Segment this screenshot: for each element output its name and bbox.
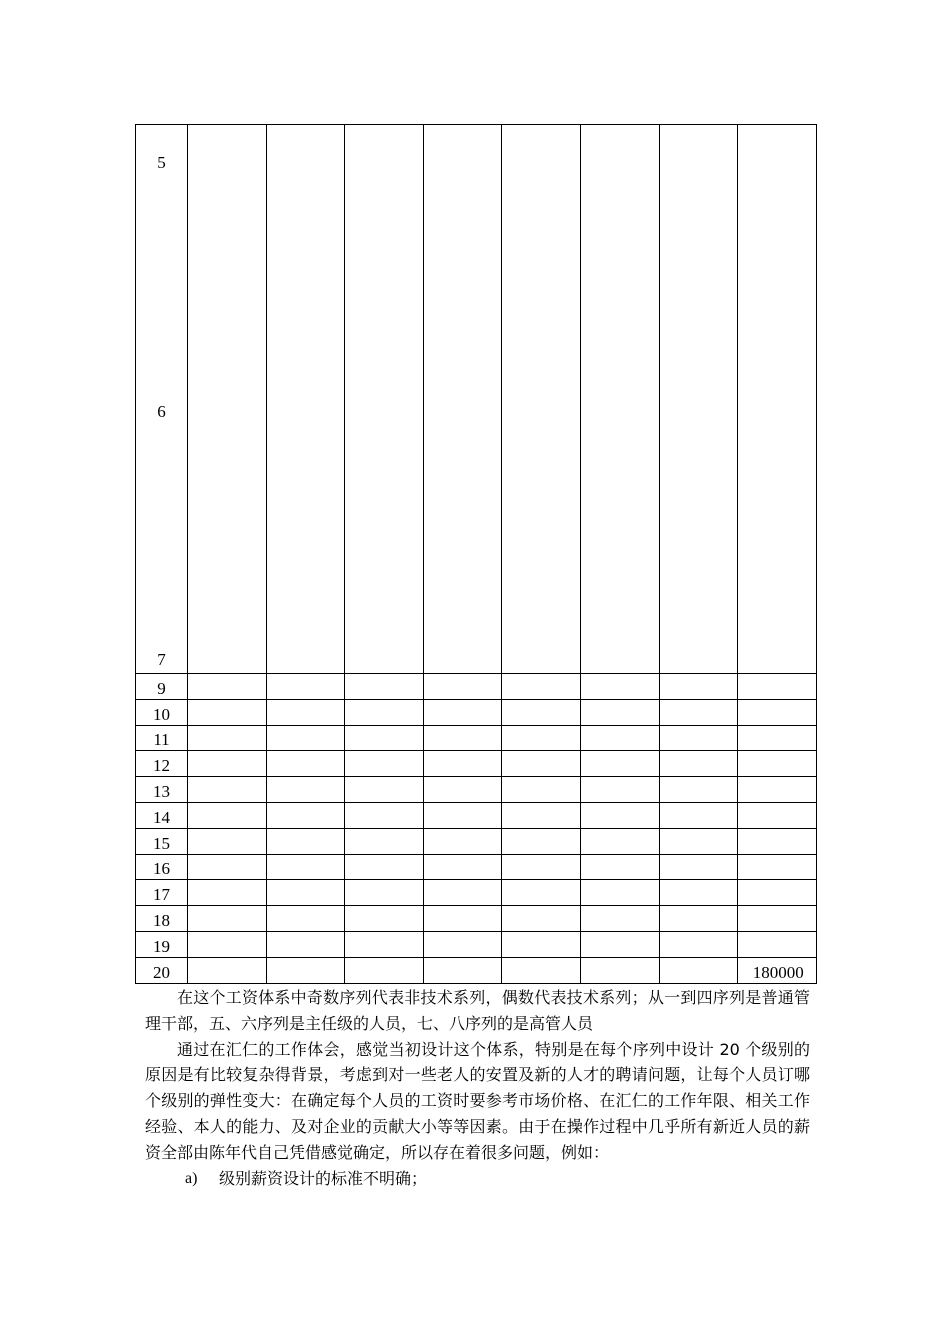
table-cell bbox=[266, 854, 345, 880]
table-cell bbox=[188, 751, 267, 777]
table-cell bbox=[580, 957, 659, 983]
table-cell bbox=[345, 674, 424, 700]
table-cell bbox=[738, 880, 817, 906]
table-cell bbox=[188, 699, 267, 725]
body-text bbox=[145, 985, 810, 1191]
table-row bbox=[136, 828, 817, 854]
table-cell bbox=[188, 828, 267, 854]
level-cell: 15 bbox=[136, 828, 188, 854]
table-row bbox=[136, 802, 817, 828]
table-cell bbox=[738, 725, 817, 751]
table-cell bbox=[188, 125, 267, 674]
table-cell bbox=[659, 906, 738, 932]
table-cell bbox=[502, 854, 581, 880]
table-cell bbox=[502, 906, 581, 932]
list-marker: a) bbox=[185, 1169, 198, 1187]
table-row bbox=[136, 880, 817, 906]
table-row-tall bbox=[136, 125, 817, 674]
level-cell: 16 bbox=[136, 854, 188, 880]
level-cell: 14 bbox=[136, 802, 188, 828]
table-cell bbox=[423, 751, 502, 777]
table-row bbox=[136, 906, 817, 932]
table-cell: 180000 bbox=[738, 957, 817, 983]
table-cell bbox=[188, 777, 267, 803]
table-cell bbox=[502, 699, 581, 725]
table-row bbox=[136, 751, 817, 777]
table-row bbox=[136, 957, 817, 983]
table-cell bbox=[188, 854, 267, 880]
table-cell bbox=[738, 828, 817, 854]
list-item-text: 级别薪资设计的标准不明确； bbox=[219, 1168, 428, 1188]
table-cell bbox=[345, 751, 424, 777]
table-cell bbox=[345, 725, 424, 751]
table-row bbox=[136, 674, 817, 700]
table-cell bbox=[188, 802, 267, 828]
table-cell bbox=[580, 906, 659, 932]
table-cell bbox=[188, 674, 267, 700]
table-cell bbox=[423, 880, 502, 906]
table-row bbox=[136, 699, 817, 725]
level-cell-tall bbox=[136, 125, 188, 674]
level-cell: 11 bbox=[136, 725, 188, 751]
table-cell bbox=[188, 957, 267, 983]
table-cell bbox=[502, 957, 581, 983]
table-row bbox=[136, 777, 817, 803]
table-cell bbox=[345, 854, 424, 880]
level-cell: 19 bbox=[136, 931, 188, 957]
level-cell: 17 bbox=[136, 880, 188, 906]
table-cell bbox=[345, 880, 424, 906]
table-cell bbox=[659, 854, 738, 880]
table-cell bbox=[345, 906, 424, 932]
table-cell bbox=[188, 931, 267, 957]
table-cell bbox=[580, 751, 659, 777]
table-cell bbox=[266, 880, 345, 906]
table-cell bbox=[659, 957, 738, 983]
level-cell: 18 bbox=[136, 906, 188, 932]
table-cell bbox=[266, 725, 345, 751]
table-cell bbox=[738, 854, 817, 880]
table-cell bbox=[188, 725, 267, 751]
table-cell bbox=[423, 802, 502, 828]
table-cell bbox=[345, 125, 424, 674]
level-cell: 13 bbox=[136, 777, 188, 803]
table-cell bbox=[580, 674, 659, 700]
table-cell bbox=[266, 699, 345, 725]
table-cell bbox=[423, 777, 502, 803]
table-cell bbox=[266, 125, 345, 674]
table-cell bbox=[423, 906, 502, 932]
table-cell bbox=[580, 725, 659, 751]
table-cell bbox=[266, 906, 345, 932]
table-cell bbox=[423, 725, 502, 751]
level-cell: 20 bbox=[136, 957, 188, 983]
level-label: 5 bbox=[157, 153, 166, 172]
table-cell bbox=[580, 828, 659, 854]
table-cell bbox=[266, 931, 345, 957]
table-cell bbox=[502, 674, 581, 700]
table-cell bbox=[423, 854, 502, 880]
table-cell bbox=[502, 751, 581, 777]
table-row bbox=[136, 854, 817, 880]
table-cell bbox=[345, 957, 424, 983]
table-cell bbox=[345, 931, 424, 957]
table-cell bbox=[580, 931, 659, 957]
table-cell bbox=[502, 725, 581, 751]
table-cell bbox=[266, 777, 345, 803]
table-cell bbox=[738, 751, 817, 777]
table-cell bbox=[659, 931, 738, 957]
table-cell bbox=[502, 880, 581, 906]
table-cell bbox=[738, 777, 817, 803]
table-cell bbox=[345, 777, 424, 803]
table-cell bbox=[423, 957, 502, 983]
paragraph: 在这个工资体系中奇数序列代表非技术系列，偶数代表技术系列；从一到四序列是普通管理干部，五、六序列是主任级的人员，七、八序列的是高管人员 bbox=[145, 988, 810, 1033]
table-cell bbox=[502, 802, 581, 828]
table-cell bbox=[266, 957, 345, 983]
table-cell bbox=[188, 906, 267, 932]
table-row bbox=[136, 931, 817, 957]
table-cell bbox=[345, 828, 424, 854]
table-cell bbox=[345, 699, 424, 725]
table-cell bbox=[188, 880, 267, 906]
table-cell bbox=[659, 725, 738, 751]
salary-table bbox=[135, 124, 817, 984]
table-cell bbox=[738, 699, 817, 725]
table-cell bbox=[659, 828, 738, 854]
table-cell bbox=[502, 931, 581, 957]
list-item bbox=[185, 1166, 810, 1192]
table-cell bbox=[580, 777, 659, 803]
table-cell bbox=[580, 802, 659, 828]
table-cell bbox=[659, 777, 738, 803]
table-cell bbox=[659, 802, 738, 828]
table-cell bbox=[423, 931, 502, 957]
table-cell bbox=[738, 125, 817, 674]
table-cell bbox=[423, 699, 502, 725]
table-cell bbox=[266, 751, 345, 777]
level-cell: 10 bbox=[136, 699, 188, 725]
table-cell bbox=[580, 699, 659, 725]
level-label: 7 bbox=[157, 650, 166, 669]
table-cell bbox=[502, 125, 581, 674]
table-cell bbox=[659, 880, 738, 906]
table-cell bbox=[738, 674, 817, 700]
table-row bbox=[136, 725, 817, 751]
table-cell bbox=[266, 802, 345, 828]
level-cell: 12 bbox=[136, 751, 188, 777]
table-cell bbox=[580, 854, 659, 880]
level-label: 6 bbox=[157, 402, 166, 421]
table-cell bbox=[738, 802, 817, 828]
table-cell bbox=[502, 777, 581, 803]
table-cell bbox=[580, 880, 659, 906]
table-cell bbox=[423, 125, 502, 674]
table-cell bbox=[659, 125, 738, 674]
table-cell bbox=[266, 828, 345, 854]
table-cell bbox=[659, 674, 738, 700]
table-cell bbox=[266, 674, 345, 700]
table-cell bbox=[659, 751, 738, 777]
table-cell bbox=[738, 931, 817, 957]
level-cell: 9 bbox=[136, 674, 188, 700]
table-cell bbox=[345, 802, 424, 828]
table-cell bbox=[659, 699, 738, 725]
table-cell bbox=[502, 828, 581, 854]
table-cell bbox=[423, 828, 502, 854]
table-cell bbox=[423, 674, 502, 700]
table-cell bbox=[580, 125, 659, 674]
paragraph: 通过在汇仁的工作体会，感觉当初设计这个体系，特别是在每个序列中设计 20 个级别的原因是有比较复杂得背景，考虑到对一些老人的安置及新的人才的聘请问题，让每个人员订哪个级别的弹性变大：在确定每个人员的工资时要参考市场价格、在汇仁的工作年限、相关工作经验、本人的能力、及对企业的贡献大小等等因素。由于在操作过程中几乎所有新近人员的薪资全部由陈年代自己凭借感觉确定，所以存在着很多问题，例如： bbox=[145, 1039, 810, 1162]
table-cell bbox=[738, 906, 817, 932]
